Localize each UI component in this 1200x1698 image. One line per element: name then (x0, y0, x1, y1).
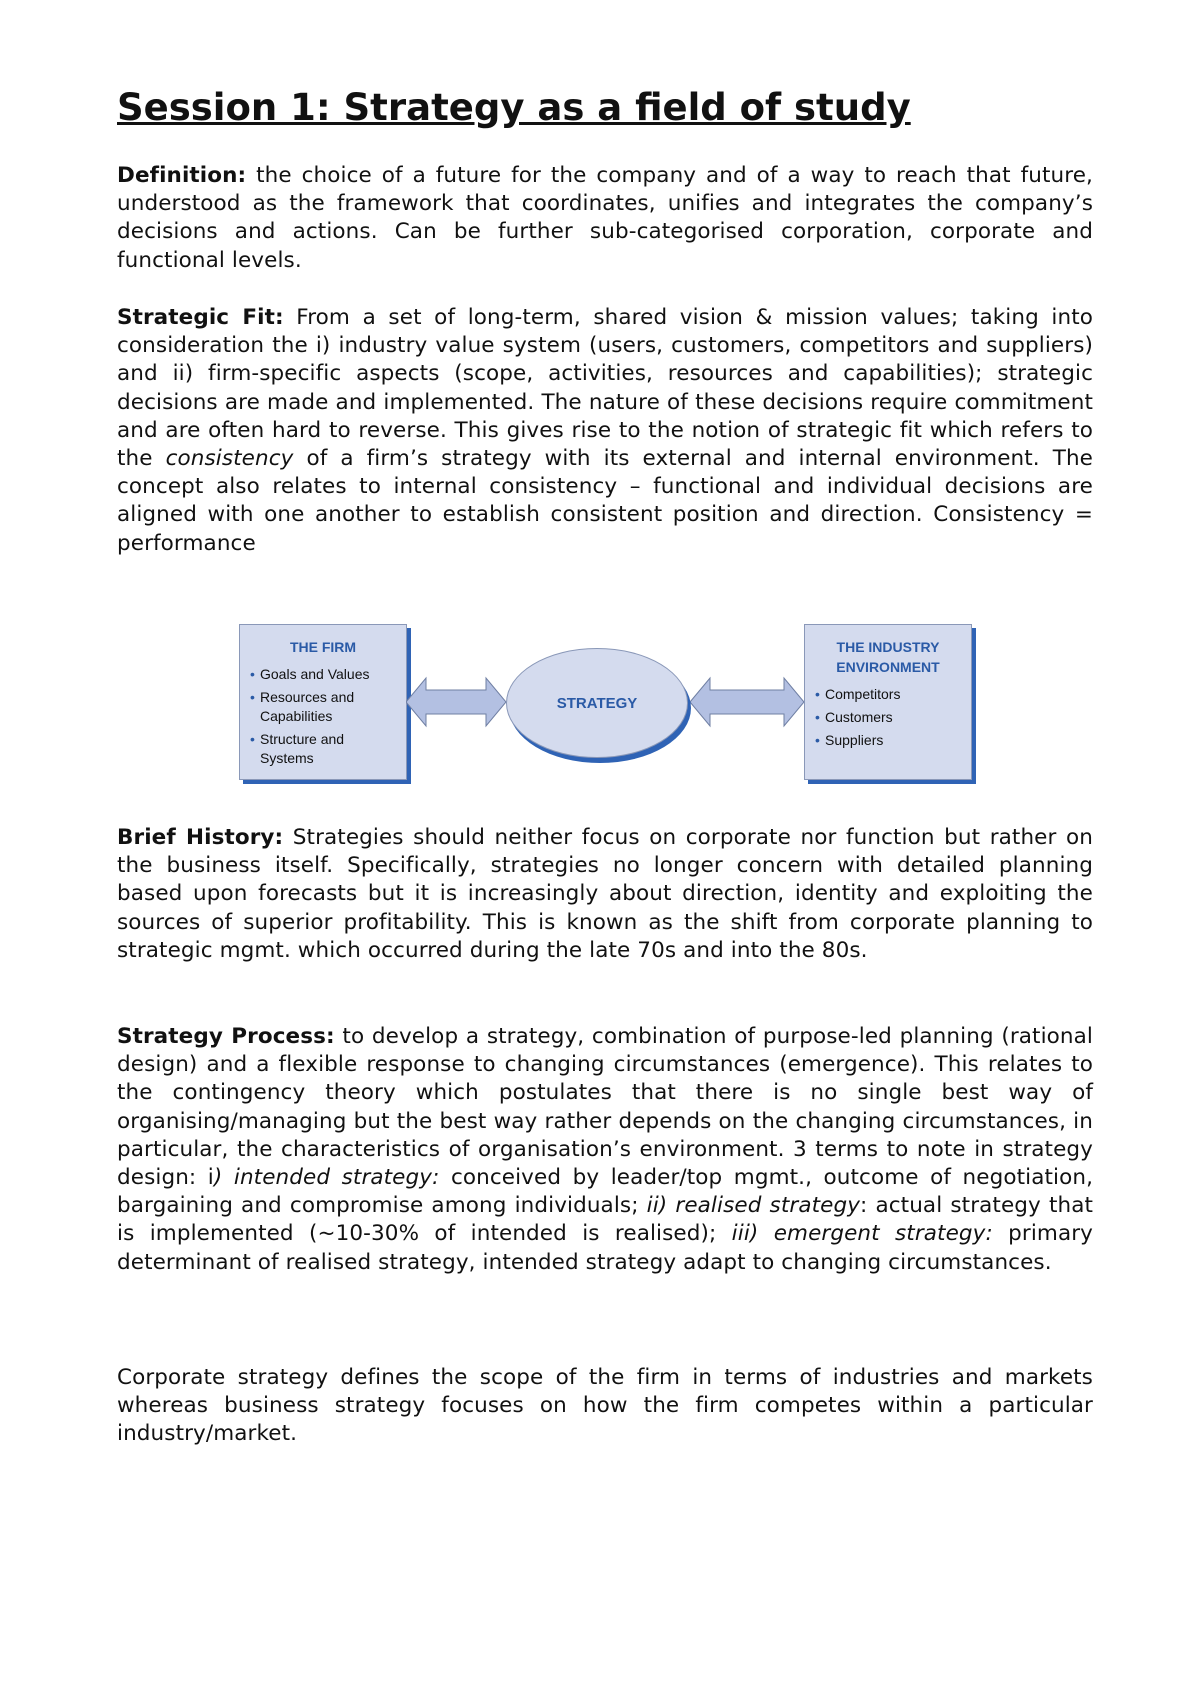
industry-title: THE INDUSTRY ENVIRONMENT (836, 639, 940, 675)
process-text: to develop a strategy, combination of purpose-led planning (rational design) and a flexible response to changing circumstances (emergence). This relates to the contingency theory which postulates that there is no single best way of organising/managing but the best way rather depends on the changing circumstances, in particular, the characteristics of organisation’s environment. 3 terms to note in strategy design: i (117, 1024, 1093, 1191)
left-double-arrow-icon (406, 678, 506, 726)
definition-text: the choice of a future for the company and of a way to reach that future, understood as the framework that coordinates, unifies and integrates the company’s decisions and actions. Can be further sub-categorised corporation, corporate and functional levels. (117, 163, 1093, 273)
definition-paragraph (117, 162, 1093, 275)
strategic-fit-emphasis: consistency (165, 446, 294, 472)
realised-strategy-term: ii) realised strategy (646, 1193, 861, 1219)
industry-item: • Suppliers (815, 731, 971, 750)
firm-item: • Resources and Capabilities (250, 688, 370, 726)
process-text-2: conceived by leader/top mgmt., outcome of negotiation, bargaining and compromise among individuals; (117, 1165, 1094, 1219)
strategic-fit-paragraph (117, 304, 1093, 558)
history-text: Strategies should neither focus on corporate nor function but rather on the business itself. Specifically, strategies no longer concern with detailed planning based upon forecasts but it is increasingly about direction, identity and exploiting the sources of superior profitability. This is known as the shift from corporate planning to strategic mgmt. which occurred during the late 70s and into the 80s. (117, 825, 1093, 963)
right-double-arrow-icon (690, 678, 804, 726)
emergent-strategy-term: iii) emergent strategy: (731, 1221, 993, 1247)
history-label: Brief History: (117, 825, 284, 850)
intended-strategy-term: ) intended strategy: (213, 1165, 440, 1191)
page-title: Session 1: Strategy as a field of study (117, 86, 911, 129)
industry-item: • Competitors (815, 685, 971, 704)
strategy-fit-diagram (236, 618, 976, 788)
history-paragraph (117, 824, 1093, 965)
strategic-fit-label: Strategic Fit: (117, 305, 284, 330)
firm-item: • Structure and Systems (250, 730, 370, 768)
corporate-paragraph: Corporate strategy defines the scope of the firm in terms of industries and markets whereas business strategy focuses on how the firm competes within a particular industry/market. (117, 1365, 1093, 1447)
process-text-3: : actual strategy that is implemented (~10-30% of intended is realised); (117, 1193, 1094, 1247)
process-text-4: primary determinant of realised strategy, intended strategy adapt to changing circumstances. (117, 1221, 1093, 1275)
process-label: Strategy Process: (117, 1024, 335, 1049)
industry-box (804, 624, 972, 780)
firm-box (239, 624, 407, 780)
strategic-fit-text: From a set of long-term, shared vision & mission values; taking into consideration the i) industry value system (users, customers, competitors and suppliers) and ii) firm-specific aspects (scope, activities, resources and capabilities); strategic decisions are made and implemented. The nature of these decisions require commitment and are often hard to reverse. This gives rise to the notion of strategic fit which refers to the (117, 305, 1093, 472)
strategic-fit-text-2: of a firm’s strategy with its external and internal environment. The concept also relates to internal consistency – functional and individual decisions are aligned with one another to establish consistent position and direction. Consistency = performance (117, 446, 1093, 556)
definition-label: Definition: (117, 163, 247, 188)
strategy-ellipse: STRATEGY (506, 648, 688, 758)
firm-title: THE FIRM (289, 639, 357, 655)
process-paragraph (117, 1023, 1093, 1277)
industry-item: • Customers (815, 708, 971, 727)
firm-item: • Goals and Values (250, 665, 406, 684)
